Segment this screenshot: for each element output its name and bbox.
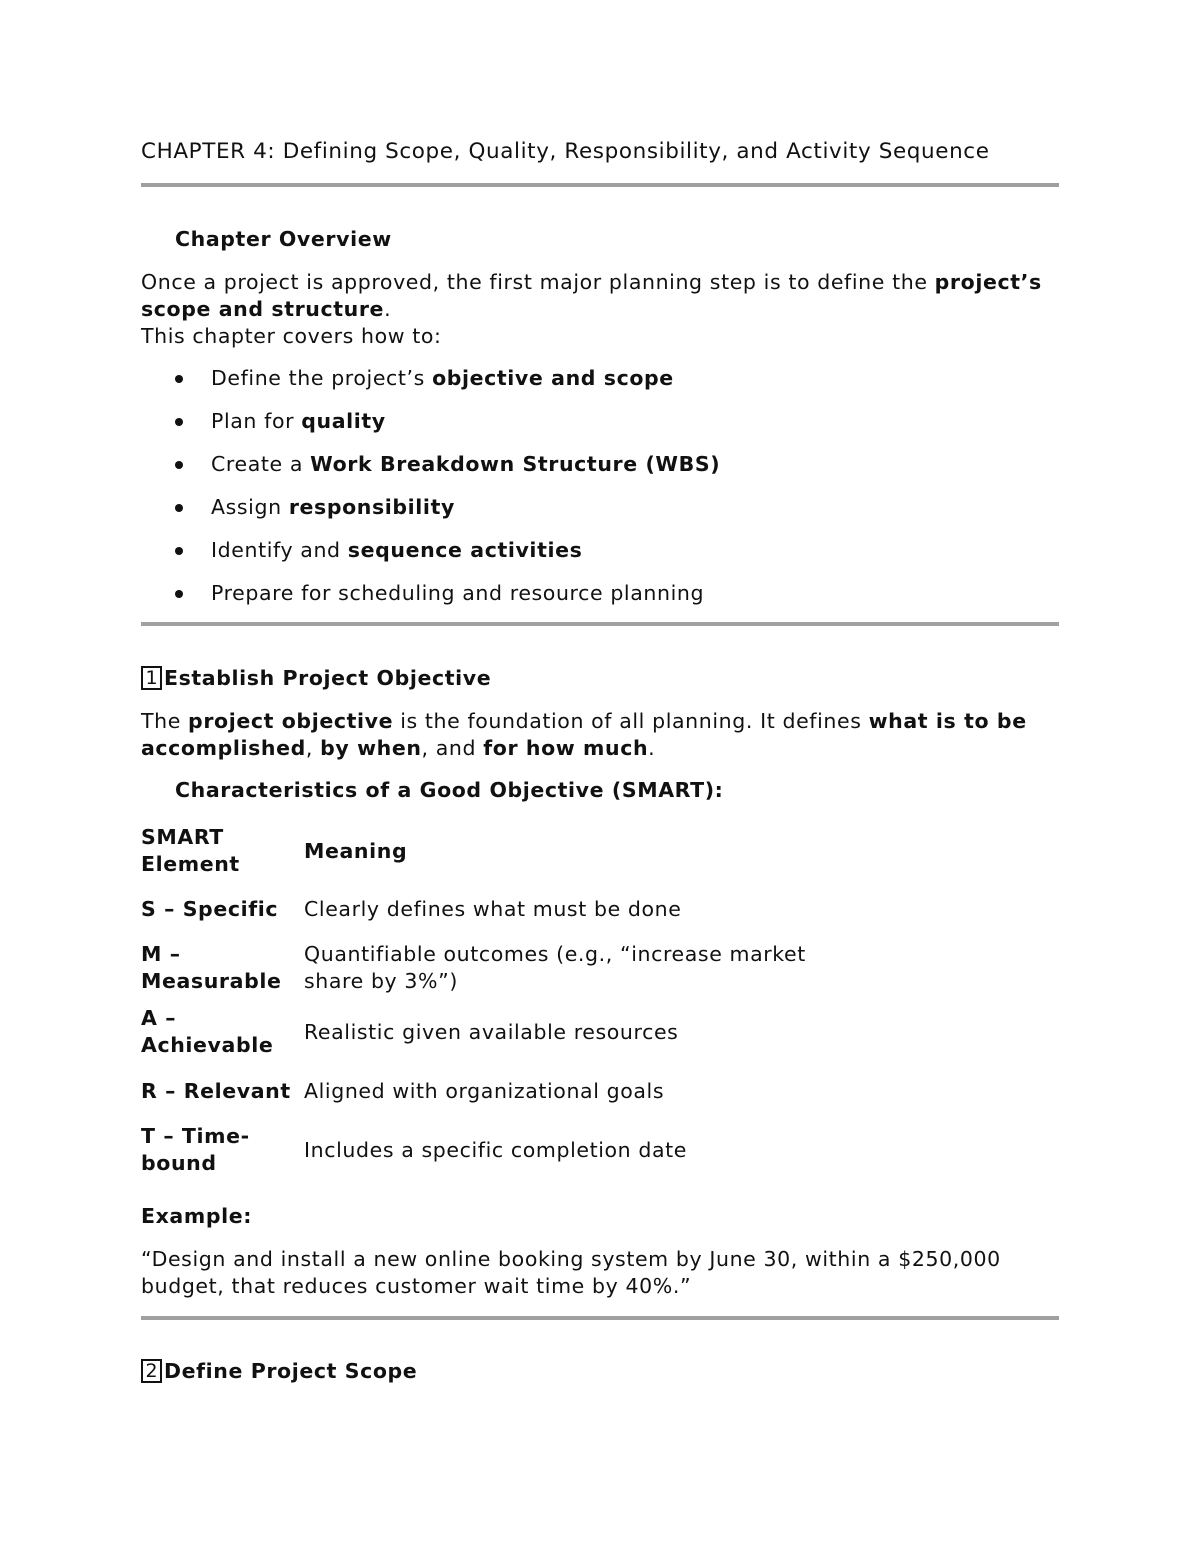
divider <box>141 622 1059 626</box>
section-1-heading: 1 Establish Project Objective <box>141 666 491 690</box>
divider <box>141 183 1059 187</box>
table-row: S – Specific Clearly defines what must be done <box>141 896 682 921</box>
bullet-icon <box>175 547 183 555</box>
list-item: Create a Work Breakdown Structure (WBS) <box>141 451 720 494</box>
section-number-badge: 2 <box>141 1359 162 1383</box>
smart-heading: Characteristics of a Good Objective (SMART): <box>175 778 724 802</box>
bullet-icon <box>175 375 183 383</box>
divider <box>141 1316 1059 1320</box>
table-header-cell: Meaning <box>304 838 408 863</box>
bullet-icon <box>175 461 183 469</box>
overview-heading: Chapter Overview <box>175 227 392 251</box>
list-item: Prepare for scheduling and resource planning <box>141 580 720 623</box>
table-row: T – Time-bound Includes a specific completion date <box>141 1124 687 1175</box>
list-item: Define the project’s objective and scope <box>141 365 720 408</box>
example-label: Example: <box>141 1204 253 1228</box>
list-item: Plan for quality <box>141 408 720 451</box>
overview-list <box>141 365 720 623</box>
section-2-heading: 2 Define Project Scope <box>141 1359 417 1383</box>
table-row: M – Measurable Quantifiable outcomes (e.g., “increase market share by 3%”) <box>141 942 806 993</box>
list-item: Identify and sequence activities <box>141 537 720 580</box>
table-row: R – Relevant Aligned with organizational goals <box>141 1078 665 1103</box>
bullet-icon <box>175 590 183 598</box>
bullet-icon <box>175 504 183 512</box>
overview-intro: Once a project is approved, the first major planning step is to define the project’s scope and structure. This chapter covers how to: <box>141 270 1042 348</box>
list-item: Assign responsibility <box>141 494 720 537</box>
table-row: A – Achievable Realistic given available resources <box>141 1006 679 1057</box>
objective-paragraph: The project objective is the foundation of all planning. It defines what is to be accomplished, by when, and for how much. <box>141 709 1027 760</box>
chapter-title: CHAPTER 4: Defining Scope, Quality, Responsibility, and Activity Sequence <box>141 139 990 164</box>
bullet-icon <box>175 418 183 426</box>
table-header-row <box>141 820 824 882</box>
example-text: “Design and install a new online booking system by June 30, within a $250,000 budget, that reduces customer wait time by 40%.” <box>141 1247 1001 1298</box>
section-number-badge: 1 <box>141 666 162 690</box>
covers-line: This chapter covers how to: <box>141 324 442 348</box>
smart-table <box>141 820 824 1182</box>
table-header-cell: SMART Element <box>141 825 240 876</box>
